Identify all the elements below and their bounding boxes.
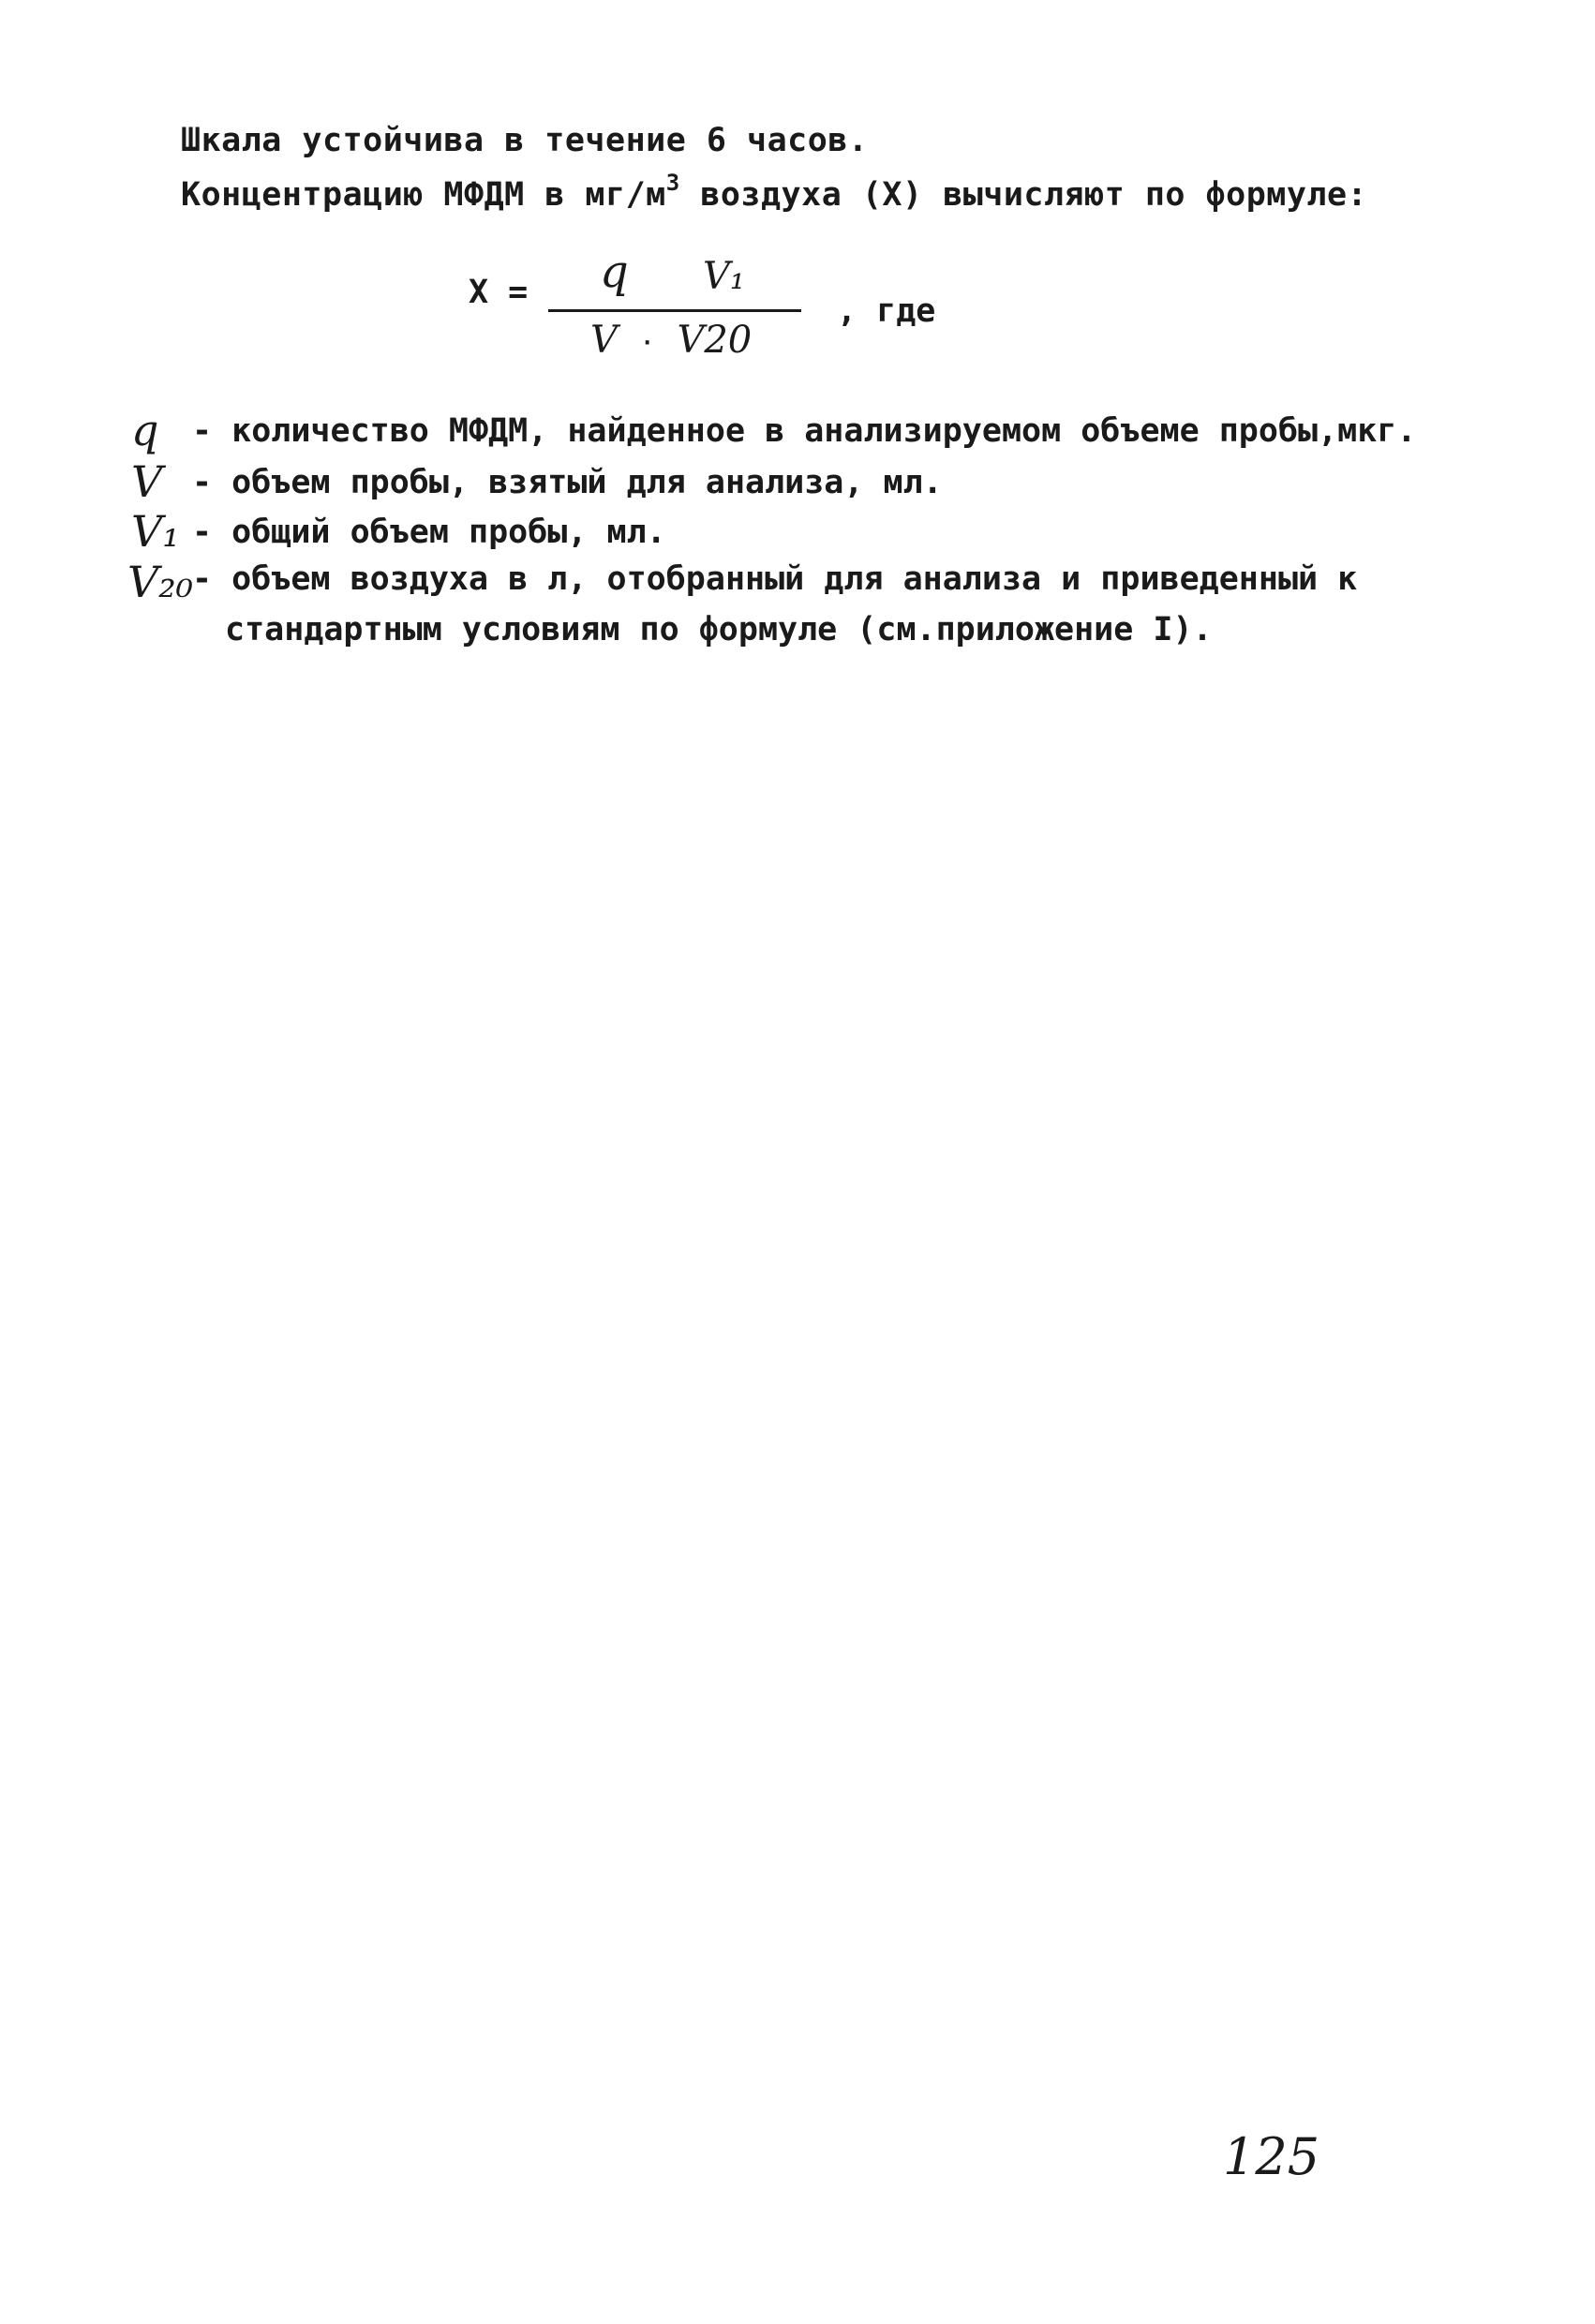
formula-denominator-dot: · <box>641 320 654 361</box>
formula-numerator-v1: V₁ <box>703 255 745 298</box>
concentration-formula <box>0 0 1595 394</box>
definition-symbol-v1: V₁ <box>131 506 180 557</box>
concentration-line-part2: воздуха (Х) вычисляют по формуле: <box>679 176 1368 214</box>
formula-lhs: Х = <box>469 274 529 311</box>
fraction-bar <box>548 309 801 312</box>
definition-text-q: - количество МФДМ, найденное в анализируемом объеме пробы,мкг. <box>192 412 1417 450</box>
formula-where: , где <box>837 292 936 330</box>
scale-stability-line: Шкала устойчива в течение 6 часов. <box>181 122 869 159</box>
formula-numerator-q: q <box>600 246 629 298</box>
formula-denominator <box>590 319 752 362</box>
formula-denominator-v: V <box>590 319 618 362</box>
page-number: 125 <box>1223 2127 1320 2186</box>
definition-text-v1: - общий объем пробы, мл. <box>192 514 666 551</box>
concentration-line-part1: Концентрацию МФДМ в мг/м <box>181 176 666 214</box>
definition-symbol-v20: V₂₀ <box>127 557 194 607</box>
cubic-superscript: 3 <box>665 170 680 196</box>
definition-symbol-q: q <box>131 405 159 455</box>
definition-symbol-v: V <box>131 456 163 507</box>
definition-text-v20: - объем воздуха в л, отобранный для анализа и приведенный к <box>192 560 1358 598</box>
definition-continuation: стандартным условиям по формуле (см.приложение I). <box>225 611 1213 648</box>
formula-denominator-v20: V20 <box>677 319 753 362</box>
definition-text-v: - объем пробы, взятый для анализа, мл. <box>192 464 943 501</box>
